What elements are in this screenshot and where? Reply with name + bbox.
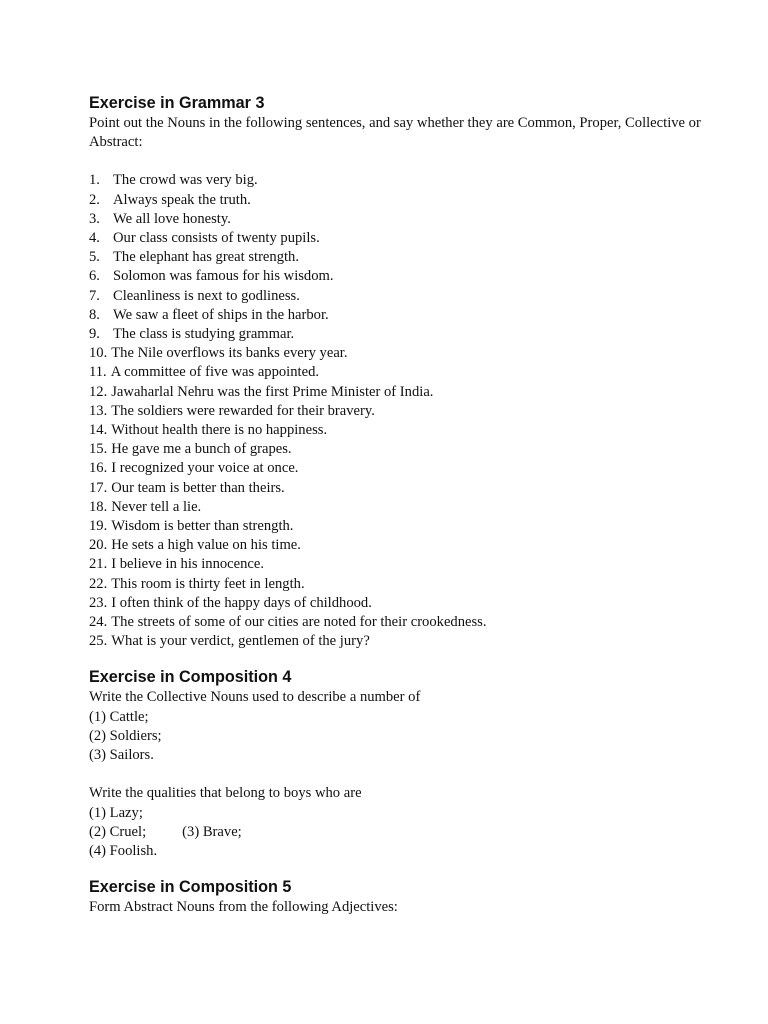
list-item [89,536,709,555]
list-item [89,440,709,459]
list-item-text: The elephant has great strength. [113,249,299,266]
list-item-text: Cleanliness is next to godliness. [113,287,300,304]
composition4-heading: Exercise in Composition 4 [89,668,292,687]
composition4-part2-item: (3) Brave; [182,823,242,840]
grammar3-heading: Exercise in Grammar 3 [89,94,265,112]
grammar3-sentence-list [89,171,709,651]
list-item-number: 6. [89,268,100,285]
list-item-text: He sets a high value on his time. [111,537,301,554]
list-item [89,363,709,382]
list-item-number: 4. [89,230,100,247]
grammar3-instruction: Point out the Nouns in the following sentences, and say whether they are Common, Proper, Collective or Abstract: [89,115,701,151]
list-item-number: 23. [89,594,108,611]
list-item [89,613,709,632]
list-item [89,555,709,574]
spacer [89,651,709,666]
list-item [89,267,709,286]
list-item [89,383,709,402]
list-item-text: Wisdom is better than strength. [111,518,294,535]
list-item-text: Solomon was famous for his wisdom. [113,268,334,285]
list-item-number: 13. [89,402,108,419]
list-item-number: 15. [89,441,108,458]
composition4-part2-item: (4) Foolish. [89,843,158,860]
list-item [89,191,709,210]
list-item [89,344,709,363]
list-item-text: Never tell a lie. [111,498,202,515]
list-item-text: Jawaharlal Nehru was the first Prime Minister of India. [111,383,434,400]
list-item-number: 25. [89,633,108,650]
list-item-number: 3. [89,210,100,227]
list-item [89,325,709,344]
list-item-text: I recognized your voice at once. [111,460,299,477]
list-item [89,171,709,190]
list-item-number: 20. [89,537,108,554]
list-item-text: This room is thirty feet in length. [111,575,305,592]
list-item-number: 21. [89,556,108,573]
list-item-number: 11. [89,364,107,381]
list-item-number: 1. [89,172,100,189]
list-item [89,210,709,229]
list-item-text: The Nile overflows its banks every year. [111,345,348,362]
list-item-text: We saw a fleet of ships in the harbor. [113,306,329,323]
list-item [89,459,709,478]
list-item [89,402,709,421]
composition4-part2-item: (2) Cruel; [89,823,147,840]
list-item-text: A committee of five was appointed. [110,364,320,381]
list-item [89,229,709,248]
composition4-part2-item: (1) Lazy; [89,804,143,821]
composition4-part2-row [89,823,709,842]
list-item [89,594,709,613]
list-item-number: 8. [89,306,100,323]
composition4-part1-item: (2) Soldiers; [89,727,162,744]
list-item-text: The soldiers were rewarded for their bravery. [111,402,375,419]
list-item [89,498,709,517]
list-item-number: 24. [89,614,108,631]
list-item-text: The class is studying grammar. [113,326,295,343]
composition4-part1-intro: Write the Collective Nouns used to describe a number of [89,689,421,706]
list-item-number: 9. [89,326,100,343]
spacer [89,765,709,784]
list-item [89,517,709,536]
list-item-number: 7. [89,287,100,304]
spacer [89,861,709,876]
list-item-number: 14. [89,422,108,439]
list-item-number: 10. [89,345,108,362]
list-item-number: 18. [89,498,108,515]
list-item-text: We all love honesty. [113,210,231,227]
composition4-part1-item: (1) Cattle; [89,708,149,725]
list-item-text: He gave me a bunch of grapes. [111,441,292,458]
spacer [89,152,709,171]
composition5-instruction: Form Abstract Nouns from the following Adjectives: [89,899,398,916]
list-item-text: The crowd was very big. [113,172,258,189]
list-item [89,306,709,325]
list-item-number: 5. [89,249,100,266]
list-item-number: 16. [89,460,108,477]
list-item [89,248,709,267]
document-page [89,92,709,918]
list-item [89,632,709,651]
list-item-number: 17. [89,479,108,496]
list-item-number: 22. [89,575,108,592]
list-item-number: 2. [89,191,100,208]
composition4-part1-item: (3) Sailors. [89,747,154,764]
list-item-number: 19. [89,518,108,535]
list-item-text: Our class consists of twenty pupils. [113,230,320,247]
list-item [89,421,709,440]
list-item [89,575,709,594]
list-item-text: Without health there is no happiness. [111,422,328,439]
list-item-text: Always speak the truth. [113,191,251,208]
list-item [89,479,709,498]
composition5-heading: Exercise in Composition 5 [89,878,292,897]
list-item-text: What is your verdict, gentlemen of the jury? [111,633,370,650]
list-item [89,287,709,306]
list-item-text: I often think of the happy days of childhood. [111,594,372,611]
list-item-text: The streets of some of our cities are noted for their crookedness. [111,614,487,631]
list-item-number: 12. [89,383,108,400]
composition4-part2-intro: Write the qualities that belong to boys who are [89,785,362,802]
list-item-text: I believe in his innocence. [111,556,265,573]
list-item-text: Our team is better than theirs. [111,479,285,496]
